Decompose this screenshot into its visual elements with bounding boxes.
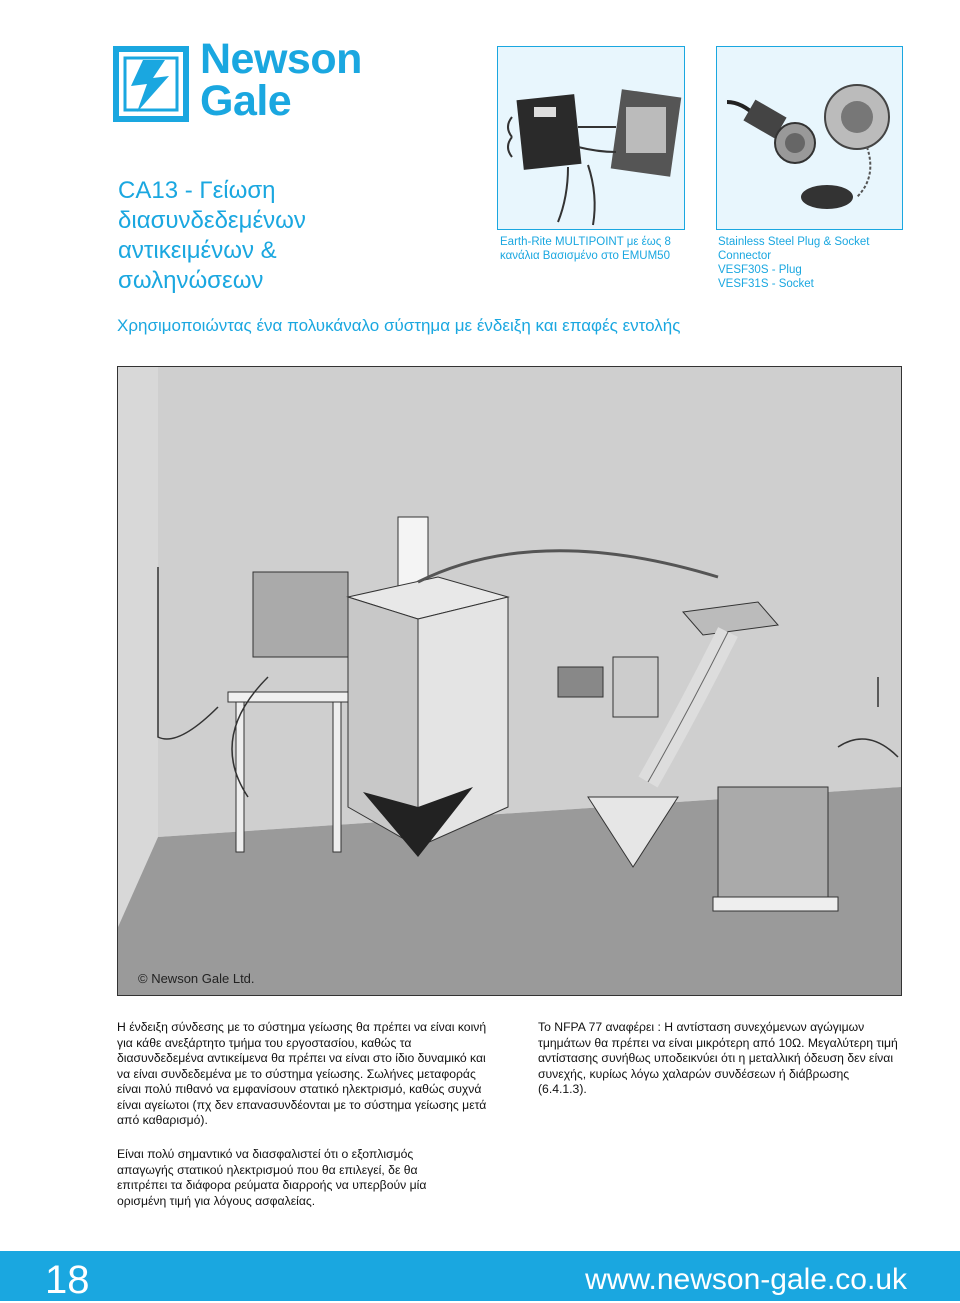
multipoint-unit-image (498, 47, 684, 229)
plug-socket-image (717, 47, 902, 229)
body-paragraph-2: Είναι πολύ σημαντικό να διασφαλιστεί ότι ο εξοπλισμός απαγωγής στατικού ηλεκτρισμού που θα επιλεγεί, δε θα επιτρέπει τα διάφορα ρεύματα διαρροής να υπερβούν μία ορισμένη τιμή για λόγους ασφαλείας. (117, 1147, 427, 1208)
plant-illustration (117, 366, 902, 996)
brand-name-line2: Gale (200, 77, 292, 125)
caption-line: VESF30S - Plug (718, 264, 802, 276)
section-subtitle: Χρησιμοποιώντας ένα πολυκάναλο σύστημα με ένδειξη και επαφές εντολής (117, 316, 681, 335)
logo-mark (113, 46, 189, 122)
plug-socket-photo (716, 46, 903, 230)
multipoint-photo (497, 46, 685, 230)
grounding-system-drawing (118, 367, 901, 995)
footer-url[interactable]: www.newson-gale.co.uk (585, 1263, 907, 1296)
brand-name (200, 35, 362, 125)
caption-line: VESF31S - Socket (718, 278, 814, 290)
page-number: 18 (45, 1258, 90, 1302)
illustration-credit: © Newson Gale Ltd. (138, 971, 255, 986)
body-paragraph-1: Η ένδειξη σύνδεσης με το σύστημα γείωσης θα πρέπει να είναι κοινή για κάθε ανεξάρτητο τμήμα του εργοστασίου, καθώς τα διασυνδεδεμένα αντικείμενα θα πρέπει να είναι στο ίδιο δυναμικό και να είναι συνδεδεμένα με το σύστημα γείωσης. Σωλήνες μεταφοράς είναι πολύ πιθανό να εμφανίσουν στατικό ηλεκτρισμό, καθώς συχνά είναι αγείωτοι (πχ δεν επανασυνδέονται με το σύστημα γείωσης μετά από καθαρισμό). (117, 1020, 487, 1127)
caption-line: Connector (718, 250, 772, 262)
photo-caption-multipoint: Earth-Rite MULTIPOINT με έως 8 κανάλια Βασισμένο στο EMUM50 (500, 236, 671, 262)
lightning-bolt-icon (113, 46, 189, 122)
caption-line: Stainless Steel Plug & Socket (718, 236, 870, 248)
page-title: CA13 - Γείωση διασυνδεδεμένων αντικειμένων & σωληνώσεων (118, 177, 306, 294)
photo-caption-plug-socket (718, 235, 908, 291)
brand-name-line1: Newson (200, 35, 362, 83)
body-paragraph-3: Το NFPA 77 αναφέρει : Η αντίσταση συνεχόμενων αγώγιμων τμημάτων θα πρέπει να είναι μικρότερη από 10Ω. Μεγαλύτερη τιμή αντίστασης συνήθως υποδεικνύει ότι η μεταλλική όδευση δεν είναι συνεχής, κυρίως λόγω χαλαρών συνδέσεων ή διάβρωσης (6.4.1.3). (538, 1020, 898, 1096)
